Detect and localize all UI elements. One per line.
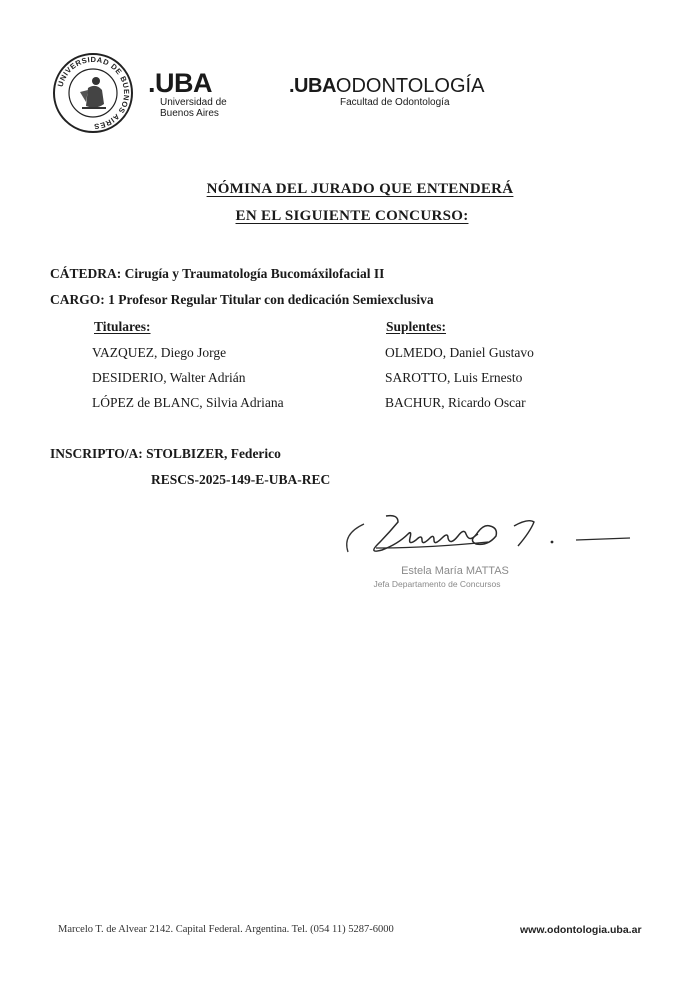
odontologia-logo-subtitle: Facultad de Odontología	[340, 97, 450, 108]
catedra-value: Cirugía y Traumatología Bucomáxilofacial II	[124, 266, 385, 281]
cargo-row	[50, 292, 434, 308]
suplente-3: BACHUR, Ricardo Oscar	[385, 395, 526, 410]
titular-3: LÓPEZ de BLANC, Silvia Adriana	[92, 395, 284, 410]
footer-address: Marcelo T. de Alvear 2142. Capital Federal. Argentina. Tel. (054 11) 5287-6000	[58, 924, 394, 935]
inscripto-value: STOLBIZER, Federico	[146, 446, 281, 461]
odontologia-logo-word: ODONTOLOGÍA	[335, 75, 485, 97]
odontologia-logo-mark	[289, 75, 489, 97]
cargo-value: 1 Profesor Regular Titular con dedicación Semiexclusiva	[108, 292, 434, 307]
signature-stamp-name: Estela María MATTAS	[401, 565, 509, 577]
seal-text: UNIVERSIDAD DE BUENOS AIRES	[55, 54, 132, 132]
document-title-line-1: NÓMINA DEL JURADO QUE ENTENDERÁ	[206, 181, 514, 197]
inscripto-row	[50, 446, 281, 462]
catedra-label: CÁTEDRA:	[50, 266, 122, 281]
uba-logo-subtitle-2: Buenos Aires	[160, 108, 219, 119]
odontologia-logo-uba: .UBA	[289, 75, 336, 97]
signature-stamp-role: Jefa Departamento de Concursos	[373, 579, 501, 589]
uba-logo-mark: .UBA	[148, 68, 212, 98]
document-title-line-2: EN EL SIGUIENTE CONCURSO:	[235, 208, 469, 224]
university-seal	[52, 52, 134, 134]
titular-1: VAZQUEZ, Diego Jorge	[92, 345, 227, 360]
odontologia-logo	[289, 75, 489, 115]
inscripto-label: INSCRIPTO/A:	[50, 446, 143, 461]
catedra-row	[50, 266, 384, 282]
handwritten-signature	[338, 504, 638, 564]
suplente-2: SAROTTO, Luis Ernesto	[385, 370, 523, 385]
titular-2: DESIDERIO, Walter Adrián	[92, 370, 246, 385]
resolucion-number: RESCS-2025-149-E-UBA-REC	[151, 472, 331, 487]
uba-logo	[148, 70, 238, 120]
footer-website-link[interactable]: www.odontologia.uba.ar	[520, 924, 642, 936]
titulares-heading: Titulares:	[94, 319, 151, 334]
cargo-label: CARGO:	[50, 292, 105, 307]
uba-logo-subtitle-1: Universidad de	[160, 97, 227, 108]
suplentes-heading: Suplentes:	[386, 319, 447, 334]
suplente-1: OLMEDO, Daniel Gustavo	[385, 345, 534, 360]
